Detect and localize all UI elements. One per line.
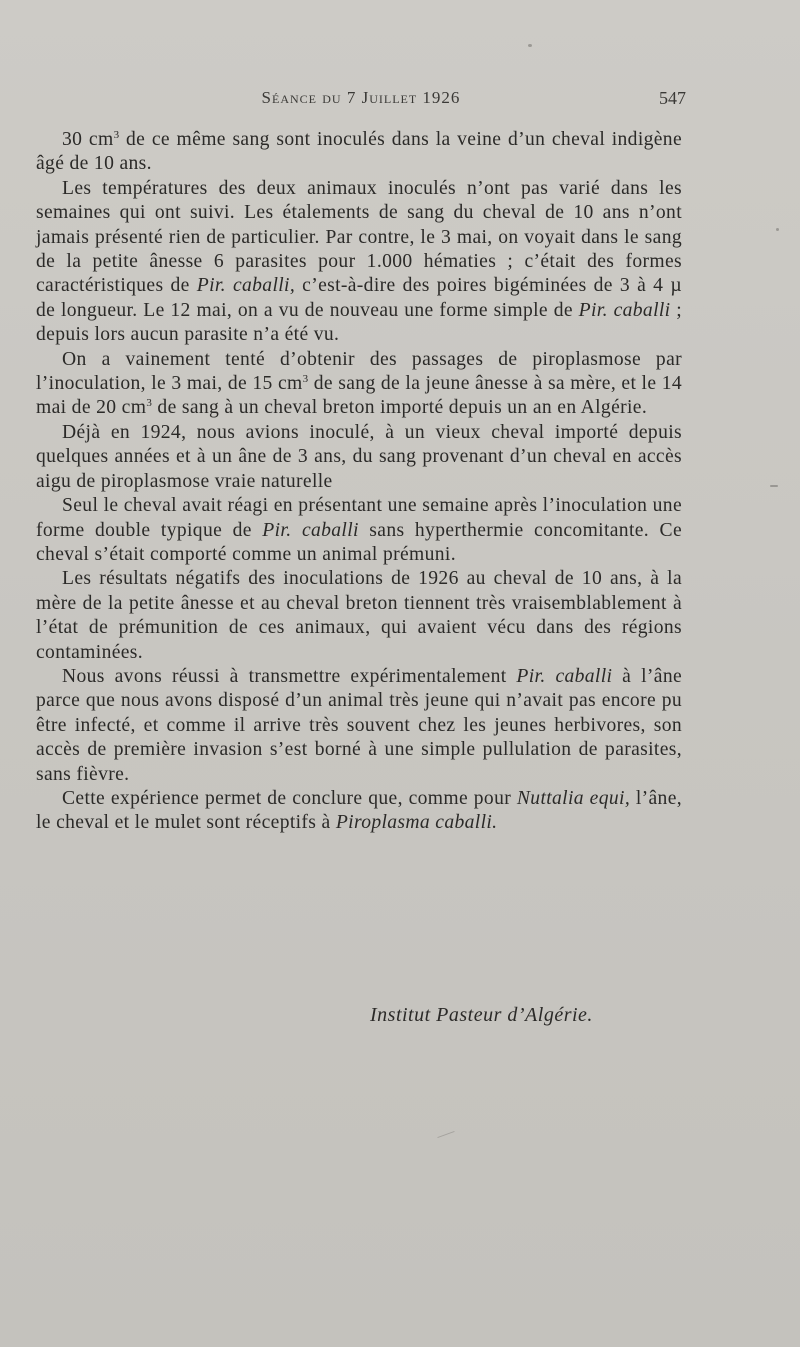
species-name: Pir. caballi (262, 519, 359, 541)
text-run: sans hyperthermie concomitante. Ce cheval s’était comporté comme un animal prémuni. (36, 519, 682, 565)
text-run: 30 cm (62, 129, 114, 150)
species-name: Pir. caballi (578, 299, 671, 321)
superscript: 3 (146, 397, 153, 410)
paragraph-1 (36, 128, 682, 177)
text-run: Déjà en 1924, nous avions inoculé, à un vieux cheval importé depuis quelques années et à un âne de 3 ans, du sang provenant d’un cheval en accès aigu de piroplasmose vraie naturelle (36, 421, 682, 492)
text-run: ; depuis lors aucun parasite n’a été vu. (36, 299, 682, 346)
paragraph-8 (36, 787, 682, 836)
article-body (36, 128, 682, 836)
page-header (36, 88, 686, 114)
institution-signature: Institut Pasteur d’Algérie. (370, 1004, 593, 1026)
text-run: Seul le cheval avait réagi en présentant une semaine après l’inoculation une forme double typique de (36, 495, 682, 541)
text-run: c’est-à-dire des poires bigéminées de 3 à 4 µ de longueur. Le 12 mai, on a vu de nouveau une forme simple de (36, 275, 683, 321)
paragraph-5 (36, 494, 682, 567)
paragraph-6 (36, 567, 682, 665)
text-run: de sang de la jeune ânesse à sa mère, et le 14 mai de 20 cm (36, 373, 683, 419)
paragraph-2 (36, 177, 682, 348)
species-name: Pir. caballi (516, 665, 613, 687)
text-run: Les résultats négatifs des inoculations de 1926 au cheval de 10 ans, à la mère de la petite ânesse et au cheval breton tiennent très vraisemblablement à l’état de prémunition de ces animaux, qui avaient vécu dans des régions contaminées. (36, 568, 682, 663)
paper-speck (770, 485, 778, 487)
paragraph-7 (36, 665, 682, 787)
paper-speck (528, 44, 532, 47)
species-name: Piroplasma caballi. (335, 812, 498, 834)
page-number: 547 (659, 88, 686, 108)
species-name: Pir. caballi, (196, 275, 296, 297)
text-run: Nous avons réussi à transmettre expérimentalement (62, 665, 517, 687)
text-run: l’âne, le cheval et le mulet sont réceptifs à (36, 787, 682, 834)
text-run: Cette expérience permet de conclure que, comme pour (62, 787, 517, 809)
text-run: à l’âne parce que nous avons disposé d’un animal très jeune qui n’avait pas encore pu être infecté, et comme il arrive très souvent chez les jeunes herbivores, son accès de première invasion s’est borné à une simple pullulation de parasites, sans fièvre. (36, 665, 683, 785)
paragraph-3 (36, 348, 682, 421)
superscript: 3 (113, 129, 120, 141)
running-title: Séance du 7 Juillet 1926 (261, 88, 461, 107)
superscript: 3 (302, 373, 309, 386)
text-run: Les températures des deux animaux inoculés n’ont pas varié dans les semaines qui ont suivi. Les étalements de sang du cheval de 10 ans n’ont jamais présenté rien de particulier. Par contre, le 3 mai, on voyait dans le sang de la petite ânesse 6 parasites pour 1.000 hématies ; c’était des formes caractéristiques de (36, 177, 682, 297)
paragraph-4 (36, 421, 682, 494)
text-run: On a vainement tenté d’obtenir des passages de piroplasmose par l’inoculation, le 3 mai, de 15 cm (36, 348, 682, 395)
paper-speck (437, 1131, 454, 1138)
text-run: de ce même sang sont inoculés dans la veine d’un cheval indigène âgé de 10 ans. (36, 129, 682, 175)
species-name: Nuttalia equi, (516, 787, 631, 809)
text-run: de sang à un cheval breton importé depuis un an en Algérie. (152, 397, 648, 419)
paper-speck (776, 228, 779, 231)
